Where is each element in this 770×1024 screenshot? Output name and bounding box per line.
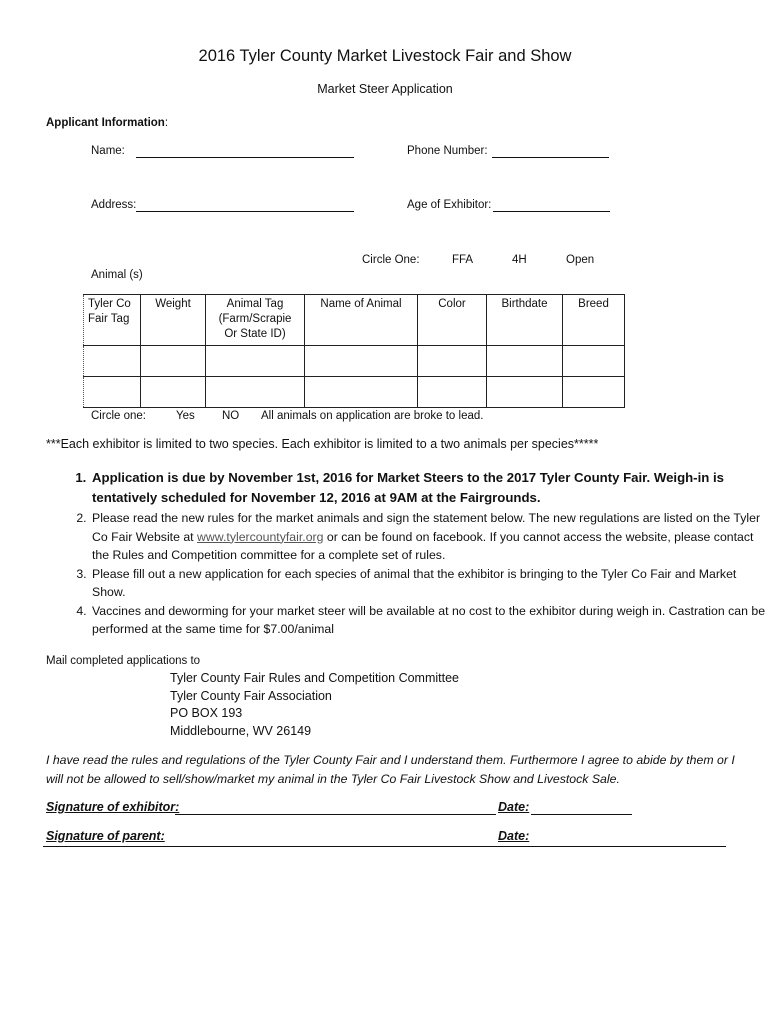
parent-signature-field[interactable] <box>43 846 726 847</box>
exhibitor-signature-label: Signature of exhibitor: <box>46 800 180 814</box>
address-line-3: PO BOX 193 <box>170 706 243 720</box>
applicant-section-colon: : <box>164 117 169 129</box>
cell-weight[interactable] <box>141 377 206 408</box>
cell-name-of-animal[interactable] <box>305 377 418 408</box>
broke-option-no[interactable]: NO <box>222 410 240 422</box>
table-header-row <box>84 295 625 346</box>
header-birthdate <box>487 295 563 346</box>
table-row <box>84 377 625 408</box>
header-animal-tag-line3: Or State ID) <box>224 328 286 340</box>
header-breed <box>563 295 625 346</box>
broke-circle-one-label: Circle one: <box>91 410 146 422</box>
age-field[interactable] <box>493 211 610 212</box>
header-name-of-animal <box>305 295 418 346</box>
broke-option-yes[interactable]: Yes <box>176 410 195 422</box>
header-weight-text: Weight <box>155 298 191 310</box>
address-line-1: Tyler County Fair Rules and Competition Committee <box>170 671 460 685</box>
cell-birthdate[interactable] <box>487 377 563 408</box>
animals-table <box>83 294 625 408</box>
header-name-of-animal-text: Name of Animal <box>320 298 402 310</box>
address-line-2: Tyler County Fair Association <box>170 688 332 703</box>
header-birthdate-text: Birthdate <box>501 298 548 310</box>
rule-item-1: 1. Application is due by November 1st, 2016 for Market Steers to the 2017 Tyler County Fair. Weigh-in is tentatively scheduled for November 12, 2016 at 9AM at the Fairgrounds. <box>90 468 770 508</box>
cell-fair-tag[interactable] <box>84 377 141 408</box>
broke-statement: All animals on application are broke to lead. <box>261 410 484 422</box>
rule-item-2 <box>90 509 770 565</box>
rule-item-4: 4. Vaccines and deworming for your market steer will be available at no cost to the exhibitor during weigh in. Castration can be performed at the same time for $7.00/animal <box>90 602 770 639</box>
cell-breed[interactable] <box>563 377 625 408</box>
cell-birthdate[interactable] <box>487 346 563 377</box>
rule-item-2-text-before: Please read the new rules for the market animals and sign the statement below. The new regulations are listed on the Tyler Co Fair Website at <box>92 511 761 544</box>
cell-name-of-animal[interactable] <box>305 346 418 377</box>
name-label: Name: <box>91 145 125 157</box>
header-color-text: Color <box>438 298 466 310</box>
option-4h[interactable]: 4H <box>512 254 527 266</box>
animals-label: Animal (s) <box>91 269 143 281</box>
header-animal-tag <box>206 295 305 346</box>
rule-item-3: 3. Please fill out a new application for each species of animal that the exhibitor is bringing to the Tyler Co Fair and Market Show. <box>90 565 770 602</box>
header-breed-text: Breed <box>578 298 609 310</box>
header-fair-tag-line1: Tyler Co <box>88 298 131 310</box>
cell-color[interactable] <box>418 346 487 377</box>
table-row <box>84 346 625 377</box>
rules-list <box>46 468 770 639</box>
cell-fair-tag[interactable] <box>84 346 141 377</box>
phone-label: Phone Number: <box>407 145 488 157</box>
exhibitor-signature-field[interactable] <box>175 814 496 815</box>
address-label: Address: <box>91 199 137 211</box>
page-title: 2016 Tyler County Market Livestock Fair and Show <box>198 47 572 65</box>
fair-website-link[interactable]: www.tylercountyfair.org <box>197 529 324 544</box>
header-animal-tag-line1: Animal Tag <box>226 298 284 310</box>
parent-signature-label: Signature of parent: <box>46 829 165 843</box>
option-ffa[interactable]: FFA <box>452 254 474 266</box>
header-color <box>418 295 487 346</box>
name-field[interactable] <box>136 157 354 158</box>
circle-one-label: Circle One: <box>362 254 420 266</box>
cell-animal-tag[interactable] <box>206 377 305 408</box>
page-subtitle: Market Steer Application <box>317 82 453 96</box>
agreement-statement: I have read the rules and regulations of the Tyler County Fair and I understand them. Furthermore I agree to abide by them or I will not be allowed to sell/show/market my animal in the Tyler Co Fair Livestock Show and Livestock Sale. <box>46 753 735 786</box>
cell-weight[interactable] <box>141 346 206 377</box>
age-label: Age of Exhibitor: <box>407 199 492 211</box>
mailing-address <box>170 670 459 740</box>
rule-item-2-text-after: or can be found on facebook. If you cannot access the website, please contact the Rules and Competition committee for a complete set of rules. <box>92 529 754 562</box>
cell-breed[interactable] <box>563 346 625 377</box>
applicant-section-label: Applicant Information <box>46 117 165 129</box>
header-animal-tag-line2: (Farm/Scrapie <box>218 313 292 325</box>
parent-date-label: Date: <box>498 829 530 843</box>
address-line-4: Middlebourne, WV 26149 <box>170 723 312 738</box>
phone-field[interactable] <box>492 157 609 158</box>
exhibitor-date-field[interactable] <box>531 814 632 815</box>
option-open[interactable]: Open <box>566 254 595 266</box>
mail-label: Mail completed applications to <box>46 655 201 667</box>
exhibitor-date-label: Date: <box>498 800 530 814</box>
cell-animal-tag[interactable] <box>206 346 305 377</box>
header-fair-tag <box>84 295 141 346</box>
header-weight <box>141 295 206 346</box>
header-fair-tag-line2: Fair Tag <box>88 313 130 325</box>
species-limit-note: ***Each exhibitor is limited to two species. Each exhibitor is limited to a two animals per species***** <box>46 437 599 451</box>
applicant-section-heading <box>46 117 168 129</box>
cell-color[interactable] <box>418 377 487 408</box>
address-field[interactable] <box>136 211 354 212</box>
